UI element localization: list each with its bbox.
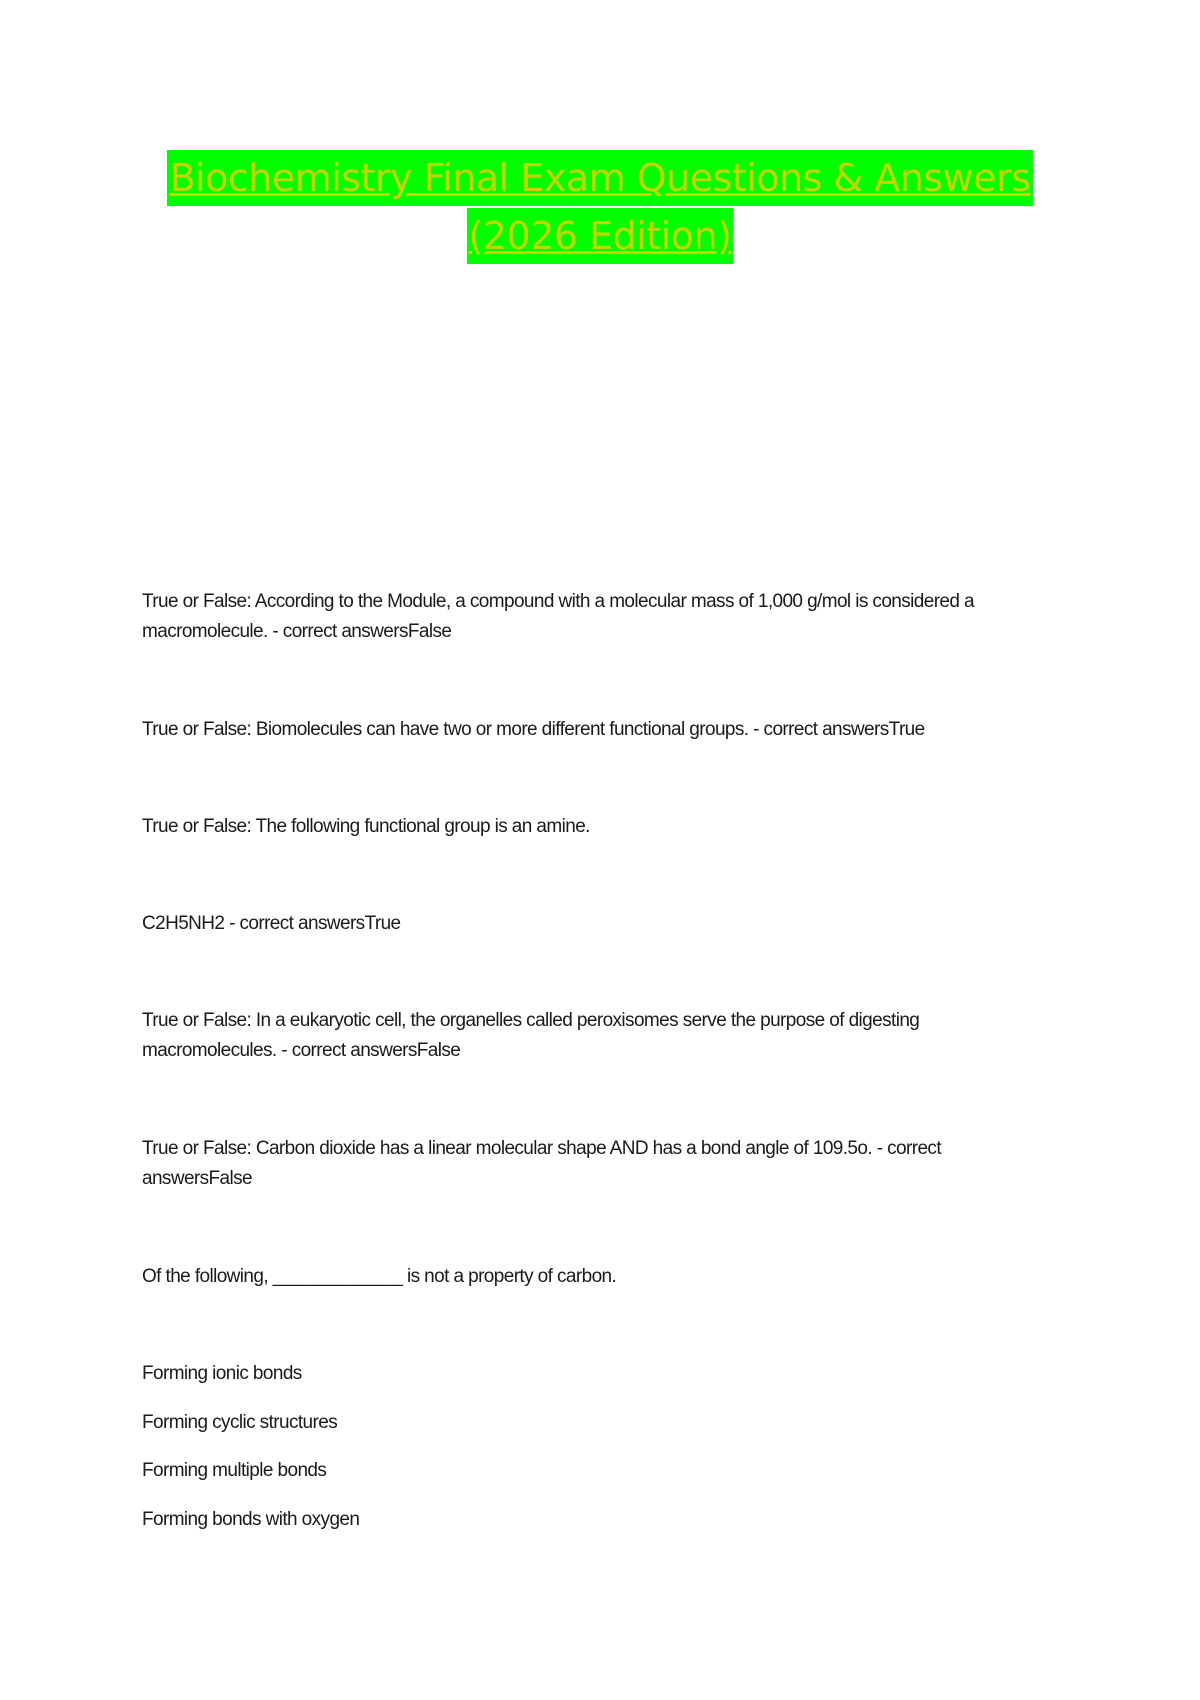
- option-2: Forming cyclic structures: [142, 1412, 338, 1433]
- question-2: True or False: Biomolecules can have two or more different functional groups. - correct answersTrue: [142, 719, 925, 740]
- question-1: True or False: According to the Module, a compound with a molecular mass of 1,000 g/mol is considered a macromolecule. - correct answersFalse: [142, 591, 975, 642]
- title-line-1: Biochemistry Final Exam Questions & Answers: [167, 150, 1032, 206]
- question-3-answer: C2H5NH2 - correct answersTrue: [142, 913, 401, 934]
- title-line-2: (2026 Edition): [467, 208, 734, 264]
- question-5: True or False: Carbon dioxide has a linear molecular shape AND has a bond angle of 109.5o. - correct answersFalse: [142, 1138, 941, 1189]
- question-6: Of the following, _____________ is not a property of carbon.: [142, 1266, 617, 1287]
- option-1: Forming ionic bonds: [142, 1363, 302, 1384]
- question-3: True or False: The following functional group is an amine.: [142, 816, 590, 837]
- option-3: Forming multiple bonds: [142, 1460, 327, 1481]
- option-4: Forming bonds with oxygen: [142, 1509, 360, 1530]
- document-title: [0, 150, 1200, 264]
- question-4: True or False: In a eukaryotic cell, the organelles called peroxisomes serve the purpose of digesting macromolecules. - correct answersFalse: [142, 1010, 920, 1061]
